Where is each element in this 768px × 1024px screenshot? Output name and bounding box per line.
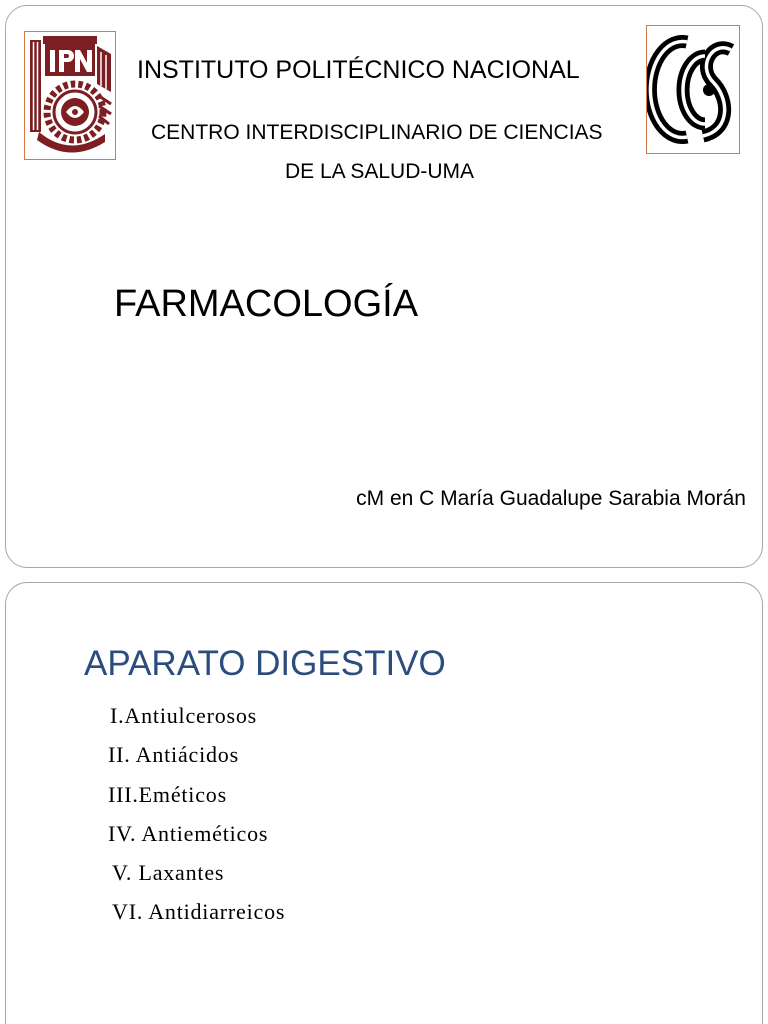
institution-name: INSTITUTO POLITÉCNICO NACIONAL: [137, 56, 580, 84]
ipn-logo: [24, 31, 116, 160]
presentation-title: FARMACOLOGÍA: [114, 283, 419, 325]
center-name-line-1: CENTRO INTERDISCIPLINARIO DE CIENCIAS: [151, 121, 603, 144]
center-name-line-2: DE LA SALUD-UMA: [285, 160, 475, 183]
list-item: III.Eméticos: [108, 781, 227, 807]
author-name: cM en C María Guadalupe Sarabia Morán: [356, 487, 746, 510]
slide-heading: APARATO DIGESTIVO: [84, 644, 446, 683]
list-item: V. Laxantes: [112, 860, 225, 886]
slide-topics: [5, 582, 763, 1024]
list-item: II. Antiácidos: [108, 742, 239, 768]
topic-list: [108, 696, 285, 932]
list-item: I.Antiulcerosos: [110, 703, 258, 728]
cics-logo-icon: [647, 26, 739, 153]
cics-logo: [646, 25, 740, 154]
ipn-seal-icon: [25, 32, 115, 159]
list-item: VI. Antidiarreicos: [112, 899, 286, 925]
list-item: IV. Antieméticos: [108, 820, 269, 846]
slide-title: [5, 5, 763, 568]
